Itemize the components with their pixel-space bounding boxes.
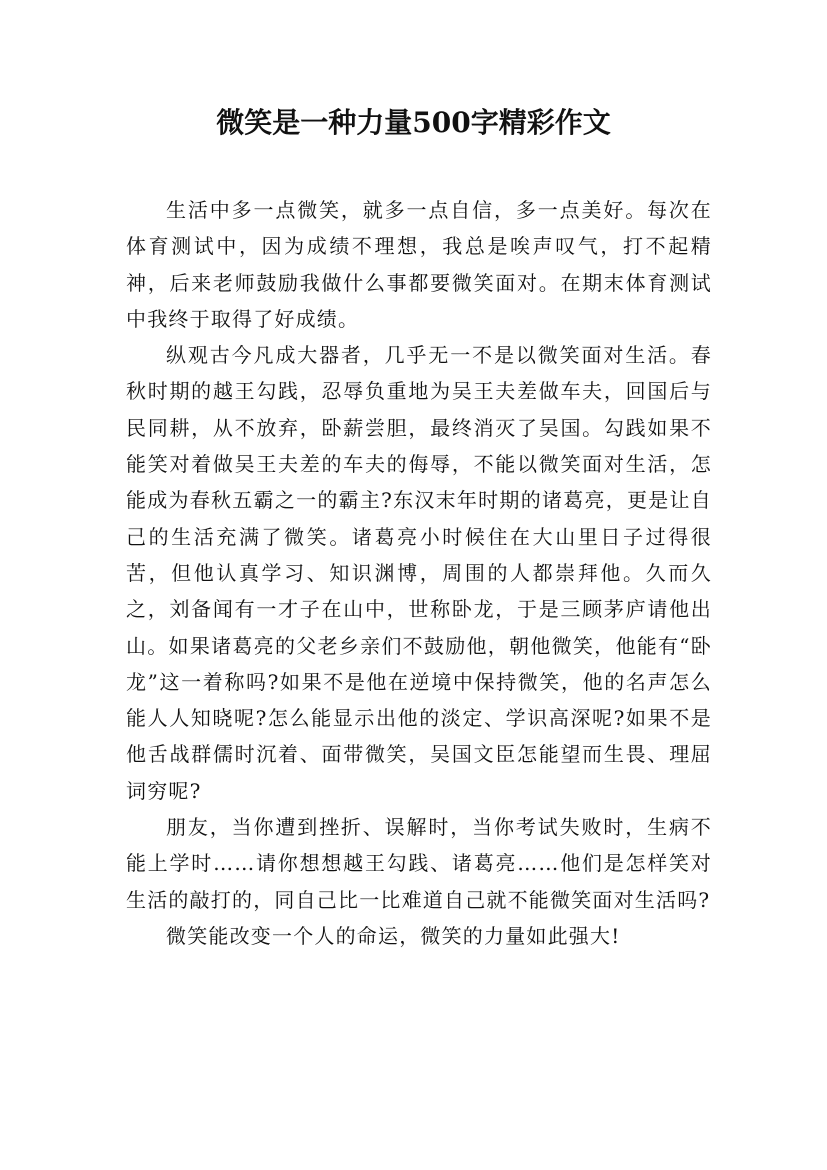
paragraph-1: 生活中多一点微笑，就多一点自信，多一点美好。每次在体育测试中，因为成绩不理想，我总是唉声叹气，打不起精神，后来老师鼓励我做什么事都要微笑面对。在期末体育测试中我终于取得了好成绩。 xyxy=(126,198,712,331)
paragraph-2: 纵观古今凡成大器者，几乎无一不是以微笑面对生活。春秋时期的越王勾践，忍辱负重地为吴王夫差做车夫，回国后与民同耕，从不放弃，卧薪尝胆，最终消灭了吴国。勾践如果不能笑对着做吴王夫差的车夫的侮辱，不能以微笑面对生活，怎能成为春秋五霸之一的霸主?东汉末年时期的诸葛亮，更是让自己的生活充满了微笑。诸葛亮小时候住在大山里日子过得很苦，但他认真学习、知识渊博，周围的人都崇拜他。久而久之，刘备闻有一才子在山中，世称卧龙，于是三顾茅庐请他出山。如果诸葛亮的父老乡亲们不鼓励他，朝他微笑，他能有“卧龙”这一着称吗?如果不是他在逆境中保持微笑，他的名声怎么能人人知晓呢?怎么能显示出他的淡定、学识高深呢?如果不是他舌战群儒时沉着、面带微笑，吴国文臣怎能望而生畏、理屈词穷呢? xyxy=(126,343,712,803)
document-title: 微笑是一种力量500字精彩作文 xyxy=(216,106,611,139)
paragraph-3: 朋友，当你遭到挫折、误解时，当你考试失败时，生病不能上学时……请你想想越王勾践、诸葛亮……他们是怎样笑对生活的敲打的，同自己比一比难道自己就不能微笑面对生活吗? xyxy=(126,815,712,912)
document-body xyxy=(126,192,712,954)
paragraph-4: 微笑能改变一个人的命运，微笑的力量如此强大! xyxy=(166,923,621,948)
